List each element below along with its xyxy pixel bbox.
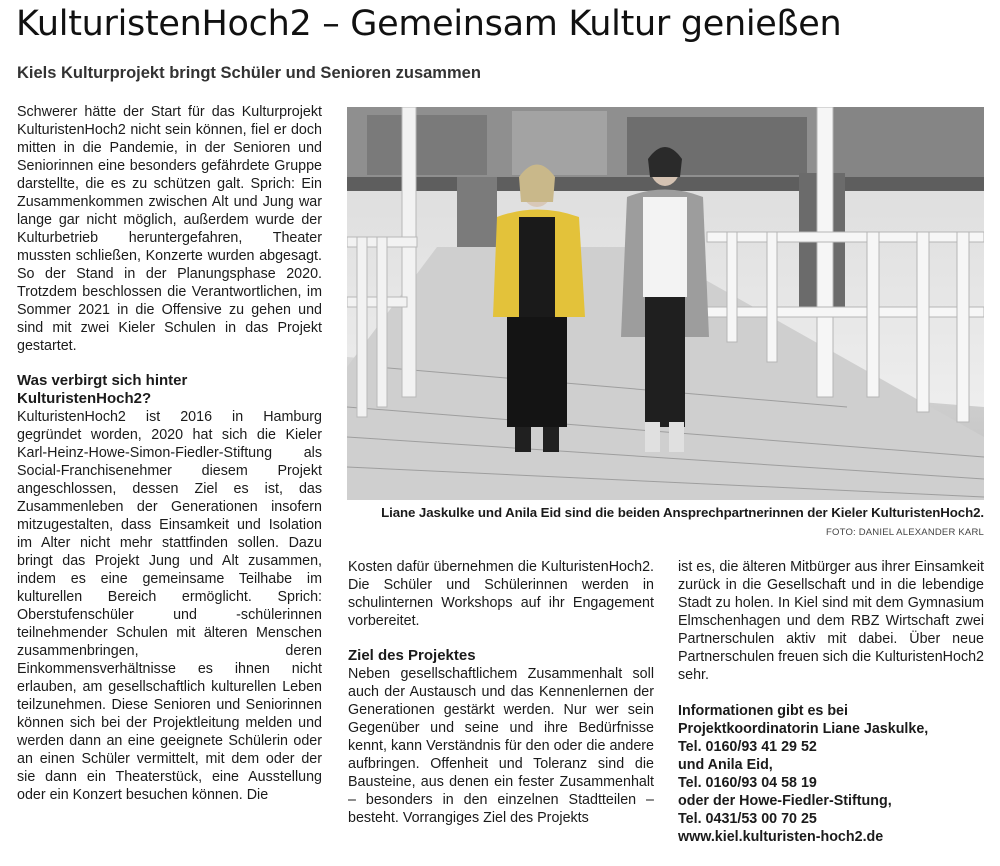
headline: KulturistenHoch2 – Gemeinsam Kultur genießen: [16, 4, 842, 44]
section-heading-goal: Ziel des Projektes: [348, 647, 476, 664]
article-photo: [347, 107, 984, 500]
contact-person-2: und Anila Eid,: [678, 757, 773, 773]
body-paragraph: ist es, die älteren Mitbürger aus ihrer Einsamkeit zurück in die Gesellschaft und in die lebendige Stadt zu holen. In Kiel sind mit dem Gymnasium Elmschenhagen und dem RBZ Wirtschaft zwei Partnerschulen aktiv mit dabei. Über neue Partnerschulen freuen sich die KulturistenHoch2 sehr.: [678, 559, 984, 683]
contact-intro: Informationen gibt es bei: [678, 703, 848, 719]
photo-caption: Liane Jaskulke und Anila Eid sind die beiden Ansprechpartnerinnen der Kieler KulturistenHoch2.: [381, 505, 984, 520]
contact-website: www.kiel.kulturisten-hoch2.de: [678, 829, 884, 845]
photo-credit: FOTO: DANIEL ALEXANDER KARL: [826, 527, 984, 538]
contact-phone-3: Tel. 0431/53 00 70 25: [678, 811, 817, 827]
article-column-3: [678, 558, 984, 846]
body-paragraph: Kosten dafür übernehmen die KulturistenHoch2. Die Schüler und Schülerinnen werden in schulinternen Workshops auf ihr Engagement vorbereitet.: [348, 559, 654, 629]
article-column-2: [348, 558, 654, 827]
contact-phone-2: Tel. 0160/93 04 58 19: [678, 775, 817, 791]
contact-person-1: Projektkoordinatorin Liane Jaskulke,: [678, 721, 929, 737]
body-paragraph: Neben gesellschaftlichem Zusammenhalt soll auch der Austausch und das Kennenlernen der Generationen gestärkt werden. Nur wer sein Gegenüber und seine und ihre Bedürfnisse kennt, kann Verständnis für den oder die andere aufbringen. Offenheit und Toleranz sind die Bausteine, aus denen ein fester Zusammenhalt – besonders in den einzelnen Stadtteilen – besteht. Vorrangiges Ziel des Projekts: [348, 666, 654, 826]
body-paragraph: KulturistenHoch2 ist 2016 in Hamburg gegründet worden, 2020 hat sich die Kieler Karl-Heinz-Howe-Simon-Fiedler-Stiftung als Social-Franchisenehmer diesem Projekt angeschlossen, dessen Ziel es ist, das Zusammenleben der Generationen insofern mitzugestalten, dass Einsamkeit und Isolation im Alter nicht mehr stattfinden sollen. Dazu bringt das Projekt Jung und Alt zusammen, indem es eine gemeinsame Teilhabe im kulturellen Bereich ermöglicht. Sprich: Oberstufenschüler und -schülerinnen teilnehmender Schulen mit älteren Menschen zusammenbringen, deren Einkommensverhältnisse es ihnen nicht erlauben, am gesellschaftlich kulturellen Leben teilzunehmen. Diese Senioren und Seniorinnen können sich bei der Projektleitung melden und werden dann an eine geeignete Schülerin oder an einen Schüler vermittelt, mit dem oder der sie dann ein Theaterstück, eine Ausstellung oder ein Konzert besuchen können. Die: [17, 409, 322, 803]
contact-box: [678, 702, 984, 846]
contact-foundation: oder der Howe-Fiedler-Stiftung,: [678, 793, 892, 809]
section-heading-what: Was verbirgt sich hinter KulturistenHoch2?: [17, 372, 188, 407]
article-column-1: [17, 103, 322, 804]
contact-phone-1: Tel. 0160/93 41 29 52: [678, 739, 817, 755]
intro-paragraph: Schwerer hätte der Start für das Kulturprojekt KulturistenHoch2 nicht sein können, fiel er doch mitten in die Pandemie, in der Senioren und Seniorinnen eine besonders gefährdete Gruppe darstellte, die es zu schützen galt. Sprich: Ein Zusammenkommen zwischen Alt und Jung war lange gar nicht möglich, außerdem wurde der Kulturbetrieb heruntergefahren, Theater mussten schließen, Konzerte wurden abgesagt. So der Stand in der Planungsphase 2020. Trotzdem beschlossen die Verantwortlichen, im Sommer 2021 in die Offensive zu gehen und sind mit zwei Kieler Schulen in das Projekt gestartet.: [17, 104, 322, 354]
subtitle: Kiels Kulturprojekt bringt Schüler und Senioren zusammen: [17, 64, 481, 82]
